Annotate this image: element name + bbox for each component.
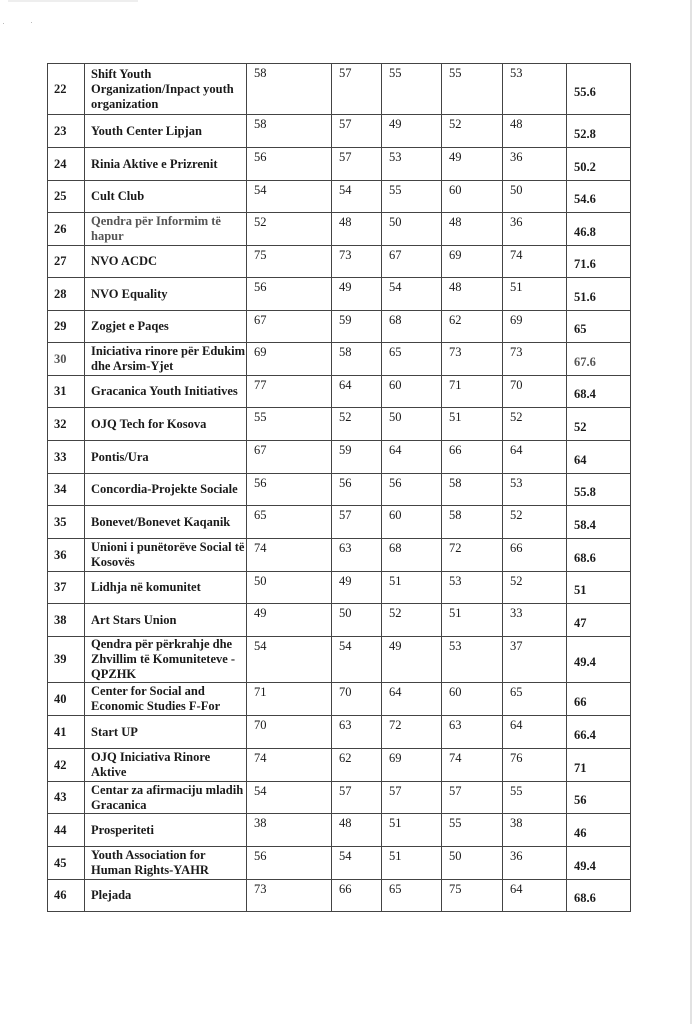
score-3: 72 xyxy=(382,716,442,749)
score-2: 59 xyxy=(332,311,382,343)
row-number: 35 xyxy=(48,506,85,539)
score-4: 73 xyxy=(442,343,503,376)
scores-table xyxy=(47,63,631,912)
score-3: 64 xyxy=(382,441,442,474)
scan-artifact-top xyxy=(8,0,138,2)
score-1: 54 xyxy=(247,637,332,683)
organization-name: Qendra për Informim të hapur xyxy=(85,213,247,246)
score-2: 62 xyxy=(332,749,382,782)
organization-name: Youth Association for Human Rights-YAHR xyxy=(85,847,247,880)
row-number: 38 xyxy=(48,604,85,637)
score-2: 57 xyxy=(332,64,382,115)
score-2: 52 xyxy=(332,408,382,441)
row-number: 33 xyxy=(48,441,85,474)
score-1: 56 xyxy=(247,148,332,181)
table-row xyxy=(48,749,631,782)
score-4: 72 xyxy=(442,539,503,572)
table-row xyxy=(48,539,631,572)
row-number: 29 xyxy=(48,311,85,343)
score-5: 52 xyxy=(503,506,567,539)
score-5: 64 xyxy=(503,880,567,912)
table-row xyxy=(48,604,631,637)
score-4: 51 xyxy=(442,604,503,637)
row-number: 43 xyxy=(48,782,85,814)
organization-name: OJQ Tech for Kosova xyxy=(85,408,247,441)
row-number: 41 xyxy=(48,716,85,749)
row-number: 26 xyxy=(48,213,85,246)
scores-table-body xyxy=(48,64,631,912)
score-4: 71 xyxy=(442,376,503,408)
average-score: 49.4 xyxy=(567,637,631,683)
organization-name: Bonevet/Bonevet Kaqanik xyxy=(85,506,247,539)
score-5: 36 xyxy=(503,847,567,880)
score-3: 55 xyxy=(382,181,442,213)
score-5: 52 xyxy=(503,572,567,604)
score-2: 54 xyxy=(332,181,382,213)
row-number: 22 xyxy=(48,64,85,115)
row-number: 36 xyxy=(48,539,85,572)
average-score: 71 xyxy=(567,749,631,782)
score-1: 54 xyxy=(247,782,332,814)
average-score: 52 xyxy=(567,408,631,441)
table-row xyxy=(48,880,631,912)
score-5: 73 xyxy=(503,343,567,376)
score-1: 56 xyxy=(247,474,332,506)
average-score: 50.2 xyxy=(567,148,631,181)
table-row xyxy=(48,115,631,148)
score-1: 74 xyxy=(247,749,332,782)
score-5: 51 xyxy=(503,278,567,311)
score-5: 53 xyxy=(503,64,567,115)
score-3: 51 xyxy=(382,847,442,880)
score-3: 57 xyxy=(382,782,442,814)
score-4: 57 xyxy=(442,782,503,814)
score-4: 58 xyxy=(442,506,503,539)
score-3: 67 xyxy=(382,246,442,278)
score-4: 69 xyxy=(442,246,503,278)
organization-name: Qendra për përkrahje dhe Zhvillim të Komuniteteve - QPZHK xyxy=(85,637,247,683)
score-5: 55 xyxy=(503,782,567,814)
score-4: 52 xyxy=(442,115,503,148)
organization-name: Center for Social and Economic Studies F-For xyxy=(85,683,247,716)
score-1: 73 xyxy=(247,880,332,912)
score-3: 56 xyxy=(382,474,442,506)
score-2: 48 xyxy=(332,814,382,847)
table-row xyxy=(48,148,631,181)
row-number: 25 xyxy=(48,181,85,213)
score-5: 36 xyxy=(503,213,567,246)
organization-name: Unioni i punëtorëve Social të Kosovës xyxy=(85,539,247,572)
organization-name: Rinia Aktive e Prizrenit xyxy=(85,148,247,181)
score-1: 70 xyxy=(247,716,332,749)
organization-name: Cult Club xyxy=(85,181,247,213)
score-4: 60 xyxy=(442,181,503,213)
organization-name: Youth Center Lipjan xyxy=(85,115,247,148)
score-2: 57 xyxy=(332,115,382,148)
score-5: 33 xyxy=(503,604,567,637)
score-2: 63 xyxy=(332,716,382,749)
score-3: 65 xyxy=(382,343,442,376)
score-3: 68 xyxy=(382,539,442,572)
score-4: 55 xyxy=(442,64,503,115)
score-4: 55 xyxy=(442,814,503,847)
score-3: 50 xyxy=(382,213,442,246)
row-number: 39 xyxy=(48,637,85,683)
score-1: 69 xyxy=(247,343,332,376)
average-score: 67.6 xyxy=(567,343,631,376)
score-5: 65 xyxy=(503,683,567,716)
score-4: 50 xyxy=(442,847,503,880)
score-4: 60 xyxy=(442,683,503,716)
row-number: 30 xyxy=(48,343,85,376)
organization-name: Iniciativa rinore për Edukim dhe Arsim-Yjet xyxy=(85,343,247,376)
score-1: 67 xyxy=(247,311,332,343)
row-number: 46 xyxy=(48,880,85,912)
table-row xyxy=(48,408,631,441)
average-score: 49.4 xyxy=(567,847,631,880)
average-score: 68.4 xyxy=(567,376,631,408)
score-5: 48 xyxy=(503,115,567,148)
score-3: 50 xyxy=(382,408,442,441)
score-4: 58 xyxy=(442,474,503,506)
table-row xyxy=(48,181,631,213)
table-row xyxy=(48,246,631,278)
score-5: 66 xyxy=(503,539,567,572)
score-5: 76 xyxy=(503,749,567,782)
score-1: 55 xyxy=(247,408,332,441)
score-2: 57 xyxy=(332,148,382,181)
score-3: 64 xyxy=(382,683,442,716)
score-4: 62 xyxy=(442,311,503,343)
organization-name: NVO Equality xyxy=(85,278,247,311)
score-2: 70 xyxy=(332,683,382,716)
table-row xyxy=(48,637,631,683)
table-row xyxy=(48,683,631,716)
score-3: 49 xyxy=(382,115,442,148)
row-number: 31 xyxy=(48,376,85,408)
score-5: 38 xyxy=(503,814,567,847)
table-row xyxy=(48,782,631,814)
score-1: 52 xyxy=(247,213,332,246)
score-5: 53 xyxy=(503,474,567,506)
table-row xyxy=(48,213,631,246)
score-2: 54 xyxy=(332,847,382,880)
page-edge-shadow xyxy=(690,0,692,1024)
score-5: 36 xyxy=(503,148,567,181)
score-3: 54 xyxy=(382,278,442,311)
score-3: 53 xyxy=(382,148,442,181)
organization-name: Zogjet e Paqes xyxy=(85,311,247,343)
row-number: 40 xyxy=(48,683,85,716)
organization-name: Art Stars Union xyxy=(85,604,247,637)
score-3: 65 xyxy=(382,880,442,912)
score-1: 56 xyxy=(247,847,332,880)
score-1: 65 xyxy=(247,506,332,539)
table-row xyxy=(48,441,631,474)
average-score: 71.6 xyxy=(567,246,631,278)
score-2: 49 xyxy=(332,572,382,604)
table-row xyxy=(48,64,631,115)
score-4: 75 xyxy=(442,880,503,912)
score-4: 49 xyxy=(442,148,503,181)
score-5: 64 xyxy=(503,716,567,749)
average-score: 46 xyxy=(567,814,631,847)
score-4: 66 xyxy=(442,441,503,474)
organization-name: OJQ Iniciativa Rinore Aktive xyxy=(85,749,247,782)
score-2: 57 xyxy=(332,506,382,539)
score-1: 50 xyxy=(247,572,332,604)
score-2: 64 xyxy=(332,376,382,408)
row-number: 27 xyxy=(48,246,85,278)
score-2: 59 xyxy=(332,441,382,474)
score-5: 64 xyxy=(503,441,567,474)
average-score: 58.4 xyxy=(567,506,631,539)
score-1: 56 xyxy=(247,278,332,311)
score-1: 54 xyxy=(247,181,332,213)
organization-name: Shift Youth Organization/Inpact youth organization xyxy=(85,64,247,115)
organization-name: Centar za afirmaciju mladih Gracanica xyxy=(85,782,247,814)
row-number: 24 xyxy=(48,148,85,181)
score-1: 75 xyxy=(247,246,332,278)
table-row xyxy=(48,572,631,604)
average-score: 52.8 xyxy=(567,115,631,148)
score-5: 70 xyxy=(503,376,567,408)
average-score: 46.8 xyxy=(567,213,631,246)
score-3: 51 xyxy=(382,572,442,604)
average-score: 68.6 xyxy=(567,539,631,572)
score-2: 49 xyxy=(332,278,382,311)
score-4: 51 xyxy=(442,408,503,441)
average-score: 66 xyxy=(567,683,631,716)
score-1: 77 xyxy=(247,376,332,408)
table-row xyxy=(48,474,631,506)
score-1: 58 xyxy=(247,115,332,148)
row-number: 23 xyxy=(48,115,85,148)
average-score: 56 xyxy=(567,782,631,814)
row-number: 32 xyxy=(48,408,85,441)
average-score: 66.4 xyxy=(567,716,631,749)
score-4: 63 xyxy=(442,716,503,749)
organization-name: Plejada xyxy=(85,880,247,912)
average-score: 55.6 xyxy=(567,64,631,115)
score-4: 48 xyxy=(442,213,503,246)
organization-name: Start UP xyxy=(85,716,247,749)
score-4: 48 xyxy=(442,278,503,311)
score-3: 68 xyxy=(382,311,442,343)
score-5: 52 xyxy=(503,408,567,441)
average-score: 64 xyxy=(567,441,631,474)
score-2: 57 xyxy=(332,782,382,814)
table-row xyxy=(48,716,631,749)
average-score: 55.8 xyxy=(567,474,631,506)
score-5: 74 xyxy=(503,246,567,278)
table-row xyxy=(48,376,631,408)
average-score: 68.6 xyxy=(567,880,631,912)
score-3: 69 xyxy=(382,749,442,782)
score-5: 37 xyxy=(503,637,567,683)
score-3: 55 xyxy=(382,64,442,115)
scan-speck xyxy=(3,23,4,24)
average-score: 51.6 xyxy=(567,278,631,311)
score-1: 58 xyxy=(247,64,332,115)
score-2: 48 xyxy=(332,213,382,246)
table-row xyxy=(48,343,631,376)
score-1: 49 xyxy=(247,604,332,637)
score-3: 52 xyxy=(382,604,442,637)
scan-speck xyxy=(31,22,32,23)
score-5: 50 xyxy=(503,181,567,213)
score-4: 74 xyxy=(442,749,503,782)
score-2: 73 xyxy=(332,246,382,278)
score-2: 54 xyxy=(332,637,382,683)
score-2: 56 xyxy=(332,474,382,506)
organization-name: Gracanica Youth Initiatives xyxy=(85,376,247,408)
score-5: 69 xyxy=(503,311,567,343)
average-score: 51 xyxy=(567,572,631,604)
organization-name: Prosperiteti xyxy=(85,814,247,847)
score-1: 74 xyxy=(247,539,332,572)
score-2: 50 xyxy=(332,604,382,637)
score-3: 60 xyxy=(382,506,442,539)
row-number: 34 xyxy=(48,474,85,506)
score-3: 51 xyxy=(382,814,442,847)
table-row xyxy=(48,311,631,343)
average-score: 47 xyxy=(567,604,631,637)
score-4: 53 xyxy=(442,572,503,604)
score-2: 66 xyxy=(332,880,382,912)
score-2: 58 xyxy=(332,343,382,376)
row-number: 42 xyxy=(48,749,85,782)
average-score: 54.6 xyxy=(567,181,631,213)
score-1: 71 xyxy=(247,683,332,716)
row-number: 44 xyxy=(48,814,85,847)
score-3: 49 xyxy=(382,637,442,683)
table-row xyxy=(48,506,631,539)
organization-name: NVO ACDC xyxy=(85,246,247,278)
table-row xyxy=(48,847,631,880)
average-score: 65 xyxy=(567,311,631,343)
organization-name: Lidhja në komunitet xyxy=(85,572,247,604)
table-row xyxy=(48,814,631,847)
score-1: 38 xyxy=(247,814,332,847)
score-1: 67 xyxy=(247,441,332,474)
organization-name: Concordia-Projekte Sociale xyxy=(85,474,247,506)
score-3: 60 xyxy=(382,376,442,408)
organization-name: Pontis/Ura xyxy=(85,441,247,474)
row-number: 45 xyxy=(48,847,85,880)
score-2: 63 xyxy=(332,539,382,572)
table-row xyxy=(48,278,631,311)
row-number: 37 xyxy=(48,572,85,604)
row-number: 28 xyxy=(48,278,85,311)
score-4: 53 xyxy=(442,637,503,683)
